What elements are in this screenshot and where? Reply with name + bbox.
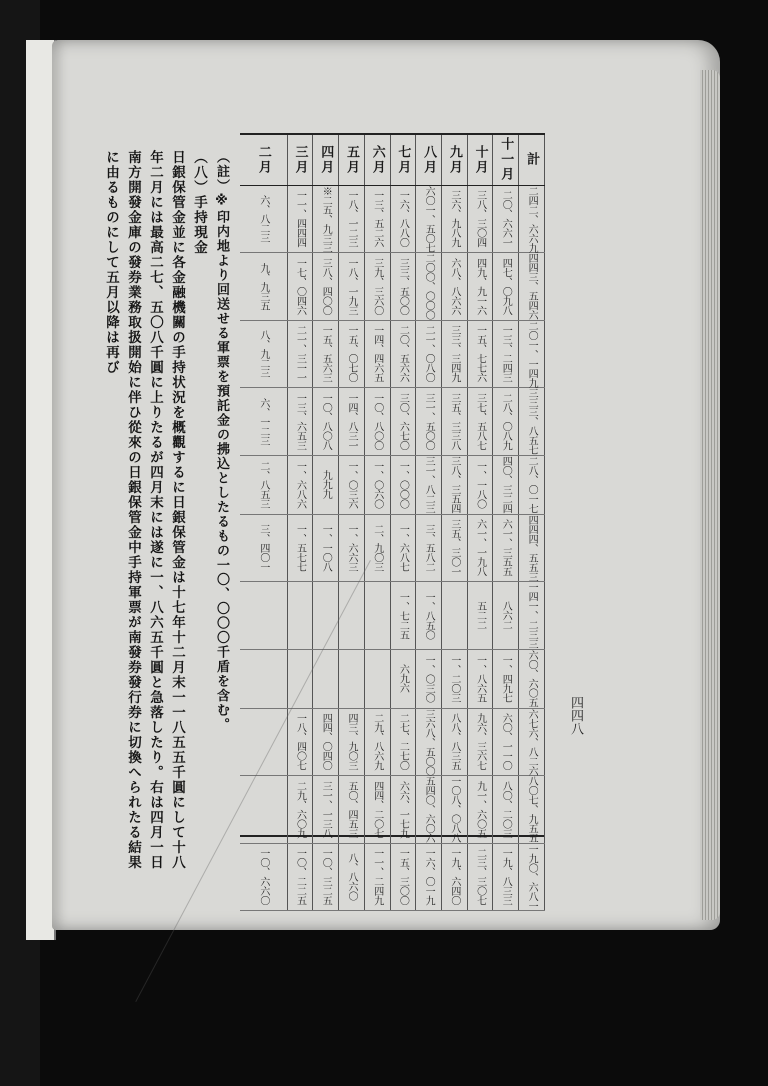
table-cell (313, 582, 339, 650)
table-cell: 一、六八六 (287, 455, 313, 514)
table-cell: 一〇、八〇八 (313, 388, 339, 456)
table-cell: 四四、〇四〇 (313, 708, 339, 776)
table-cell: 六〇、一一〇 (493, 708, 519, 776)
ledger-table (240, 135, 545, 911)
table-cell: 一〇八、〇八八 (441, 776, 467, 844)
table-cell: 一四、四六五 (364, 320, 390, 388)
table-cell: 一、六六三 (339, 514, 365, 582)
table-cell: 一、七二五 (390, 582, 416, 650)
table-cell: 三五、三三八 (441, 388, 467, 456)
table-cell: 三五、三〇一 (441, 514, 467, 582)
table-cell (287, 649, 313, 708)
table-cell: 一、六八七 (390, 514, 416, 582)
table-cell: 一〇、三二五 (313, 843, 339, 911)
ledger-value-row (240, 582, 545, 650)
table-cell: 四四三、五四六 (519, 253, 545, 321)
table-cell: 一〇、六六〇 (240, 843, 287, 911)
table-cell: 二〇、五六六 (390, 320, 416, 388)
table-cell: 二、八五三 (240, 455, 287, 514)
table-cell: 八、九二三 (240, 320, 287, 388)
table-cell: 一五、〇七〇 (339, 320, 365, 388)
table-cell (287, 582, 313, 650)
row-label: 二月 (240, 135, 287, 185)
table-cell: 三一、一三八 (313, 776, 339, 844)
table-cell: 一六、〇一九 (416, 843, 442, 911)
table-cell: 六一、三五五 (493, 514, 519, 582)
ledger-value-row (240, 649, 545, 708)
table-cell: 三、四〇一 (240, 514, 287, 582)
table-cell: 二九、八六九 (364, 708, 390, 776)
table-cell: 一五、三〇〇 (390, 843, 416, 911)
row-label: 三月 (287, 135, 313, 185)
table-cell: 一六、八八〇 (390, 185, 416, 253)
table-cell: 二九、六〇九 (287, 776, 313, 844)
table-cell: 五〇、四五三 (339, 776, 365, 844)
table-cell: 三七、五八七 (467, 388, 493, 456)
table-cell: 一八、一九三 (339, 253, 365, 321)
ledger-label-row (240, 135, 545, 185)
table-cell: 一八、四〇七 (287, 708, 313, 776)
table-cell: 一九、六四〇 (441, 843, 467, 911)
ledger-value-row (240, 455, 545, 514)
ledger-value-row (240, 843, 545, 911)
table-cell (441, 582, 467, 650)
ledger-value-row (240, 253, 545, 321)
table-cell: 二一、〇八〇 (416, 320, 442, 388)
table-cell: 二七、二七〇 (390, 708, 416, 776)
table-cell: ※二五、九三三 (313, 185, 339, 253)
table-cell: 一〇、二二五 (287, 843, 313, 911)
table-cell: 四七、〇九八 (493, 253, 519, 321)
table-cell: 三八、三五四 (441, 455, 467, 514)
paragraph: 日銀保管金並に各金融機關の手持状況を概觀するに日銀保管金は十七年十二月末一一八五五千圓にして十八年二月には最高二七、五〇八千圓に上りたるが四月末には遂に一、八六五千圓と急落したり。右は四月一日南方開發金庫の發券業務取扱開始に伴ひ從來の日銀保管金中手持軍票が南發券發行券に切換へられたる結果に由るものにして五月以降は再び (103, 150, 185, 870)
page-edges (700, 70, 720, 920)
table-cell (364, 649, 390, 708)
table-cell: 八八、八三五 (441, 708, 467, 776)
table-cell: 三一、八二三 (416, 455, 442, 514)
table-cell: 二八、〇八九 (493, 388, 519, 456)
table-cell (339, 582, 365, 650)
table-cell: 一八、一二三 (339, 185, 365, 253)
table-cell: 一九〇、六八一 (519, 843, 545, 911)
table-cell: 六六、一七九 (390, 776, 416, 844)
table-cell: 二四二、六六九 (519, 185, 545, 253)
table-cell: 六、一二三 (240, 388, 287, 456)
table-cell: 八六二 (493, 582, 519, 650)
table-cell: 六〇一、五〇七 (416, 185, 442, 253)
table-cell: 三六、九八九 (441, 185, 467, 253)
table-cell: 四四四、五五三 (519, 514, 545, 582)
table-cell: 一、〇三六 (339, 455, 365, 514)
table-cell: 一、四九七 (493, 649, 519, 708)
table-cell: 三三、三四九 (441, 320, 467, 388)
row-label: 六月 (364, 135, 390, 185)
row-label: 四月 (313, 135, 339, 185)
ledger-value-row (240, 185, 545, 253)
table-cell: 一九、八三三 (493, 843, 519, 911)
table-cell (240, 776, 287, 844)
table-cell: 一〇、八〇〇 (364, 388, 390, 456)
table-cell: 六七六、八二六 (519, 708, 545, 776)
table-cell (240, 708, 287, 776)
table-cell: 六九六 (390, 649, 416, 708)
ledger-value-row (240, 320, 545, 388)
table-cell: 三三三、八五七 (519, 388, 545, 456)
ledger-value-row (240, 776, 545, 844)
table-cell: 一三、五二六 (364, 185, 390, 253)
table-cell: 九六、三六七 (467, 708, 493, 776)
table-cell: 二〇〇、〇〇〇 (416, 253, 442, 321)
table-cell (339, 649, 365, 708)
ledger-value-row (240, 388, 545, 456)
table-cell: 二、九〇三 (364, 514, 390, 582)
table-cell: 三八、三〇四 (467, 185, 493, 253)
row-label: 八月 (416, 135, 442, 185)
table-cell: 一四、八三一 (339, 388, 365, 456)
table-cell: 六八、八六六 (441, 253, 467, 321)
table-cell: 一一、二四九 (364, 843, 390, 911)
table-cell: 三八、四〇〇 (313, 253, 339, 321)
table-cell: 五二二 (467, 582, 493, 650)
table-cell: 二〇一、一四九 (519, 320, 545, 388)
table-cell: 一、〇六〇 (364, 455, 390, 514)
table-cell: 三三、五〇〇 (390, 253, 416, 321)
section-heading: （八）手持現金 (191, 150, 207, 255)
table-cell: 二三、三〇七 (467, 843, 493, 911)
table-cell: 一三、六五三 (287, 388, 313, 456)
table-cell (240, 582, 287, 650)
row-label: 九月 (441, 135, 467, 185)
table-cell: 九一、六〇五 (467, 776, 493, 844)
table-cell: 一、八六五 (467, 649, 493, 708)
table-cell: 九九九 (313, 455, 339, 514)
table-cell: 三一、五〇〇 (416, 388, 442, 456)
table-cell: 八〇、二〇三 (493, 776, 519, 844)
table-cell: 一、一〇八 (313, 514, 339, 582)
row-label: 十一月 (493, 135, 519, 185)
table-cell: 一三、二四三 (493, 320, 519, 388)
table-cell: 二〇、六六一 (493, 185, 519, 253)
footnote: （註）※印内地より回送せる軍票を預託金の拂込としたるもの一〇、〇〇〇千盾を含む。 (214, 150, 229, 732)
table-cell: 六、八二三 (240, 185, 287, 253)
table-cell: 一五、七七六 (467, 320, 493, 388)
table-cell: 一七、〇四六 (287, 253, 313, 321)
table-cell (364, 582, 390, 650)
row-label: 五月 (339, 135, 365, 185)
table-cell: 一、二〇三 (441, 649, 467, 708)
table-cell: 三、五八二 (416, 514, 442, 582)
row-label: 十月 (467, 135, 493, 185)
table-cell: 六〇、六〇五 (519, 649, 545, 708)
table-cell (240, 649, 287, 708)
table-cell: 一、〇三〇 (416, 649, 442, 708)
table-cell: 一一、四四四 (287, 185, 313, 253)
ledger-table-frame (240, 133, 545, 910)
table-cell: 一五、五六三 (313, 320, 339, 388)
page-number: 四四八 (568, 696, 583, 735)
table-cell: 六一、一九八 (467, 514, 493, 582)
body-text (92, 150, 232, 870)
table-cell: 二一、三一一 (287, 320, 313, 388)
row-label: 七月 (390, 135, 416, 185)
table-cell: 一、八五〇 (416, 582, 442, 650)
table-cell: 四四、二〇七 (364, 776, 390, 844)
row-label: 計 (519, 135, 545, 185)
table-cell: 一四一、二三三 (519, 582, 545, 650)
ledger-value-row (240, 514, 545, 582)
table-cell: 四〇、三二四 (493, 455, 519, 514)
table-cell: 五四〇、六〇六 (416, 776, 442, 844)
table-cell: 二八、〇一七 (519, 455, 545, 514)
table-cell: 一、一八〇 (467, 455, 493, 514)
table-cell: 四九、九一六 (467, 253, 493, 321)
table-cell: 四三、九〇三 (339, 708, 365, 776)
table-cell: 八〇七、九五五 (519, 776, 545, 844)
table-cell: 一、五七七 (287, 514, 313, 582)
table-cell: 八、八六〇 (339, 843, 365, 911)
table-cell: 三九、三六〇 (364, 253, 390, 321)
table-cell: 三六八、五〇〇 (416, 708, 442, 776)
table-cell: 三〇、六七〇 (390, 388, 416, 456)
table-cell: 九、九三五 (240, 253, 287, 321)
table-cell: 一、〇〇〇 (390, 455, 416, 514)
